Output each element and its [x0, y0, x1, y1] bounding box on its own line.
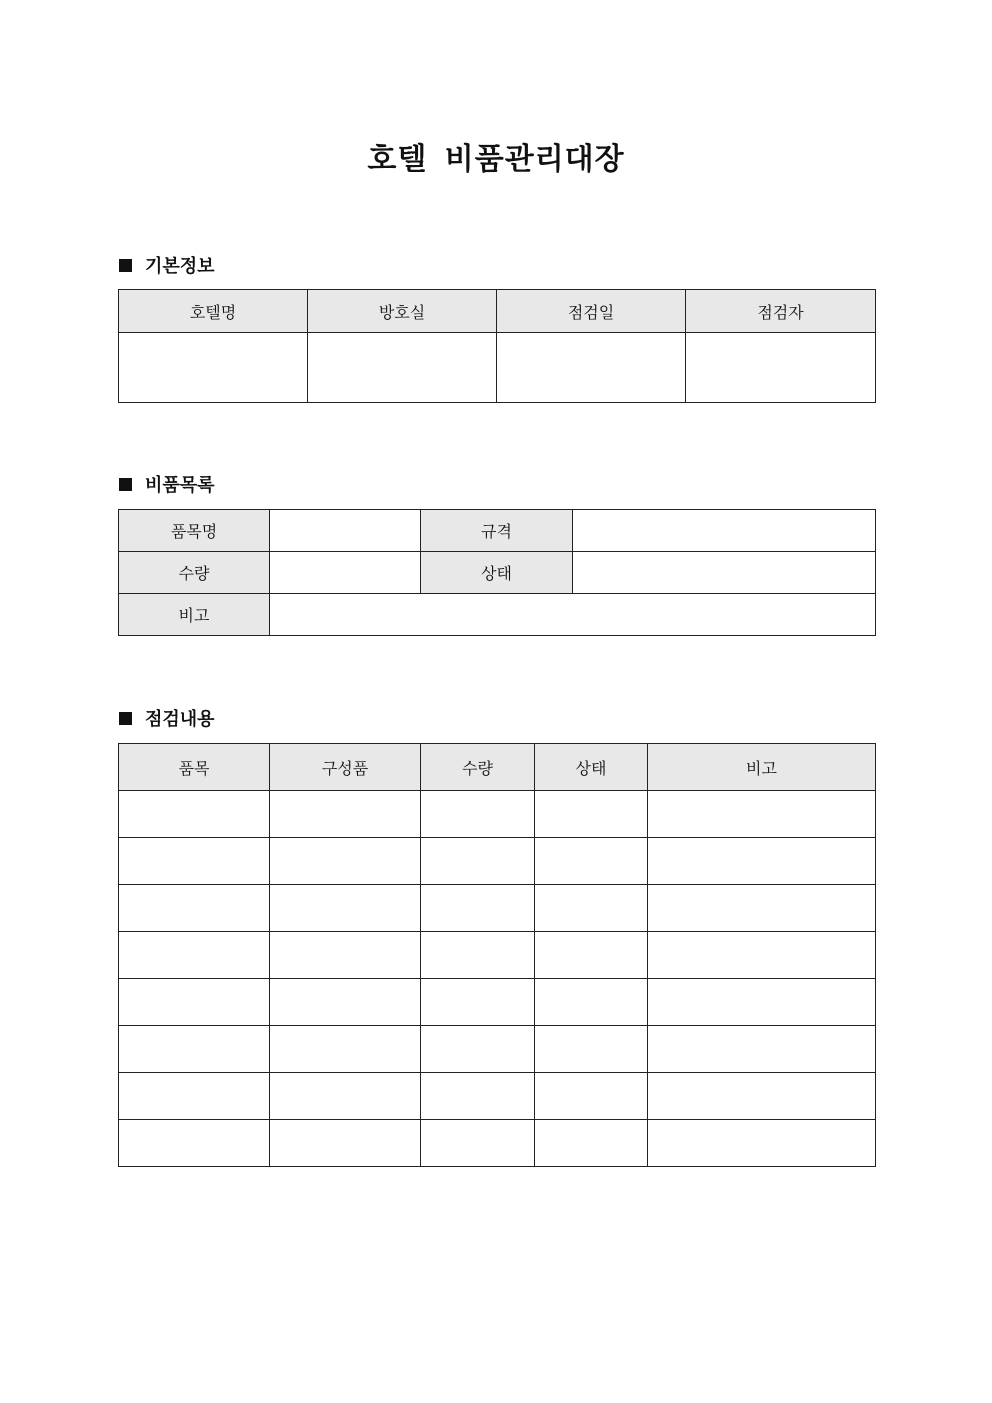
item-cell[interactable] [119, 1120, 270, 1167]
quantity-field[interactable] [270, 552, 421, 594]
table-row [119, 1073, 876, 1120]
note-cell[interactable] [648, 932, 876, 979]
component-cell[interactable] [270, 885, 421, 932]
section-heading-label: 비품목록 [145, 475, 215, 496]
component-cell[interactable] [270, 791, 421, 838]
header-hotel-name: 호텔명 [119, 290, 308, 333]
table-header-row [119, 744, 876, 791]
quantity-cell[interactable] [421, 1026, 535, 1073]
spec-field[interactable] [573, 510, 876, 552]
basic-info-table [118, 289, 876, 403]
item-name-field[interactable] [270, 510, 421, 552]
label-item-name: 품목명 [119, 510, 270, 552]
component-cell[interactable] [270, 1120, 421, 1167]
status-cell[interactable] [535, 791, 648, 838]
component-cell[interactable] [270, 838, 421, 885]
header-inspector: 점검자 [686, 290, 876, 333]
status-cell[interactable] [535, 979, 648, 1026]
header-status: 상태 [535, 744, 648, 791]
section-heading-label: 기본정보 [145, 256, 215, 277]
table-row [119, 838, 876, 885]
note-cell[interactable] [648, 1026, 876, 1073]
quantity-cell[interactable] [421, 791, 535, 838]
quantity-cell[interactable] [421, 979, 535, 1026]
section-heading-label: 점검내용 [145, 709, 215, 730]
note-cell[interactable] [648, 979, 876, 1026]
header-room: 방호실 [308, 290, 497, 333]
item-cell[interactable] [119, 791, 270, 838]
table-row [119, 333, 876, 403]
header-inspection-date: 점검일 [497, 290, 686, 333]
component-cell[interactable] [270, 932, 421, 979]
label-status: 상태 [421, 552, 573, 594]
table-row [119, 791, 876, 838]
label-note: 비고 [119, 594, 270, 636]
item-cell[interactable] [119, 838, 270, 885]
hotel-name-field[interactable] [119, 333, 308, 403]
label-spec: 규격 [421, 510, 573, 552]
table-row [119, 594, 876, 636]
status-cell[interactable] [535, 1026, 648, 1073]
inspection-rows [119, 791, 876, 1167]
table-header-row [119, 290, 876, 333]
note-cell[interactable] [648, 1073, 876, 1120]
table-row [119, 552, 876, 594]
section-heading-basic [119, 253, 215, 277]
square-bullet-icon [119, 259, 132, 272]
inspector-field[interactable] [686, 333, 876, 403]
inspection-date-field[interactable] [497, 333, 686, 403]
component-cell[interactable] [270, 1026, 421, 1073]
component-cell[interactable] [270, 979, 421, 1026]
header-component: 구성품 [270, 744, 421, 791]
status-cell[interactable] [535, 932, 648, 979]
note-cell[interactable] [648, 791, 876, 838]
component-cell[interactable] [270, 1073, 421, 1120]
items-table [118, 509, 876, 636]
table-row [119, 1026, 876, 1073]
room-field[interactable] [308, 333, 497, 403]
table-row [119, 885, 876, 932]
item-cell[interactable] [119, 932, 270, 979]
document-title: 호텔 비품관리대장 [367, 142, 625, 177]
inspection-table [118, 743, 876, 1167]
status-cell[interactable] [535, 1120, 648, 1167]
label-quantity: 수량 [119, 552, 270, 594]
item-cell[interactable] [119, 1073, 270, 1120]
item-cell[interactable] [119, 1026, 270, 1073]
note-cell[interactable] [648, 838, 876, 885]
table-row [119, 979, 876, 1026]
header-item: 품목 [119, 744, 270, 791]
item-cell[interactable] [119, 885, 270, 932]
quantity-cell[interactable] [421, 1120, 535, 1167]
header-note: 비고 [648, 744, 876, 791]
table-row [119, 932, 876, 979]
quantity-cell[interactable] [421, 885, 535, 932]
item-cell[interactable] [119, 979, 270, 1026]
status-cell[interactable] [535, 885, 648, 932]
header-quantity: 수량 [421, 744, 535, 791]
note-cell[interactable] [648, 1120, 876, 1167]
square-bullet-icon [119, 712, 132, 725]
note-field[interactable] [270, 594, 876, 636]
status-cell[interactable] [535, 1073, 648, 1120]
quantity-cell[interactable] [421, 1073, 535, 1120]
quantity-cell[interactable] [421, 838, 535, 885]
section-heading-items [119, 472, 215, 496]
section-heading-inspection [119, 706, 215, 730]
status-cell[interactable] [535, 838, 648, 885]
table-row [119, 1120, 876, 1167]
quantity-cell[interactable] [421, 932, 535, 979]
note-cell[interactable] [648, 885, 876, 932]
square-bullet-icon [119, 478, 132, 491]
table-row [119, 510, 876, 552]
status-field[interactable] [573, 552, 876, 594]
